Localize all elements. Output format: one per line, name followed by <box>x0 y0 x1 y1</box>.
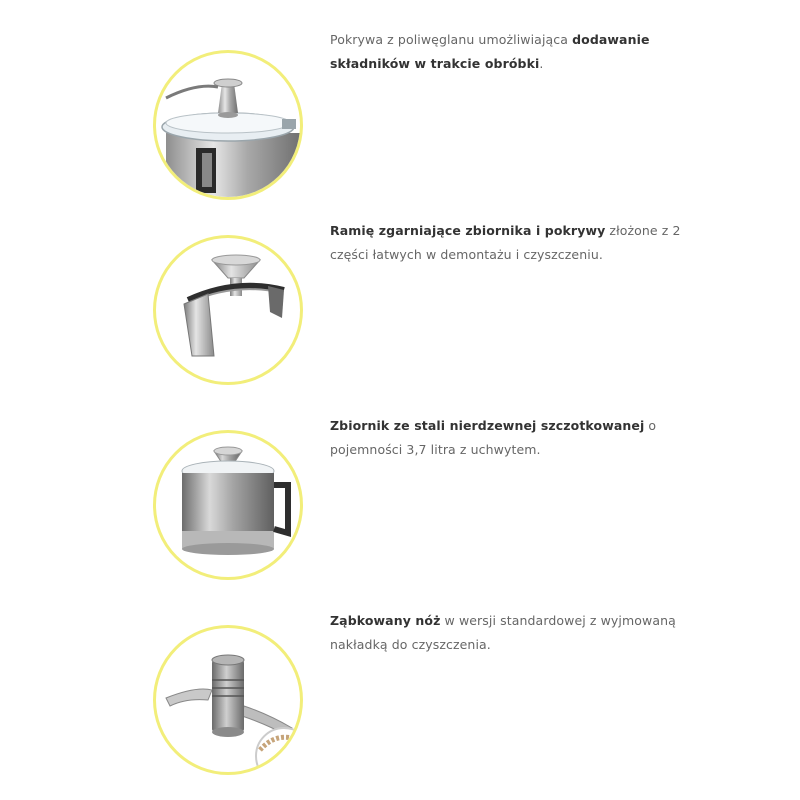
scraper-arm-text: złożone z 2 części łatwych w demontażu i czyszczeniu. <box>330 223 681 262</box>
bowl-text-bold: Zbiornik ze stali nierdzewnej szczotkowanej <box>330 418 645 433</box>
scraper-arm-icon <box>156 238 300 382</box>
feature-lid <box>0 0 800 190</box>
feature-bowl <box>0 390 800 580</box>
lid-image-frame <box>153 50 303 200</box>
blade-text-bold: Ząbkowany nóż <box>330 613 441 628</box>
feature-scraper-arm <box>0 195 800 385</box>
bowl-text: o pojemności 3,7 litra z uchwytem. <box>330 418 657 457</box>
bowl-image-frame <box>153 430 303 580</box>
blade-icon <box>156 628 300 772</box>
lid-text-bold: dodawanie składników w trakcie obróbki <box>330 32 650 71</box>
feature-blade <box>0 585 800 775</box>
blade-description <box>330 609 690 657</box>
bowl-icon <box>156 433 300 577</box>
lid-text-2: . <box>539 56 544 71</box>
scraper-arm-description <box>330 219 690 267</box>
lid-text-1: Pokrywa z poliwęglanu umożliwiająca <box>330 32 573 47</box>
blade-text: w wersji standardowej z wyjmowaną nakładką do czyszczenia. <box>330 613 676 652</box>
lid-description <box>330 28 690 76</box>
lid-icon <box>156 53 300 197</box>
bowl-description <box>330 414 690 462</box>
scraper-arm-image-frame <box>153 235 303 385</box>
scraper-arm-text-bold: Ramię zgarniające zbiornika i pokrywy <box>330 223 606 238</box>
blade-image-frame <box>153 625 303 775</box>
